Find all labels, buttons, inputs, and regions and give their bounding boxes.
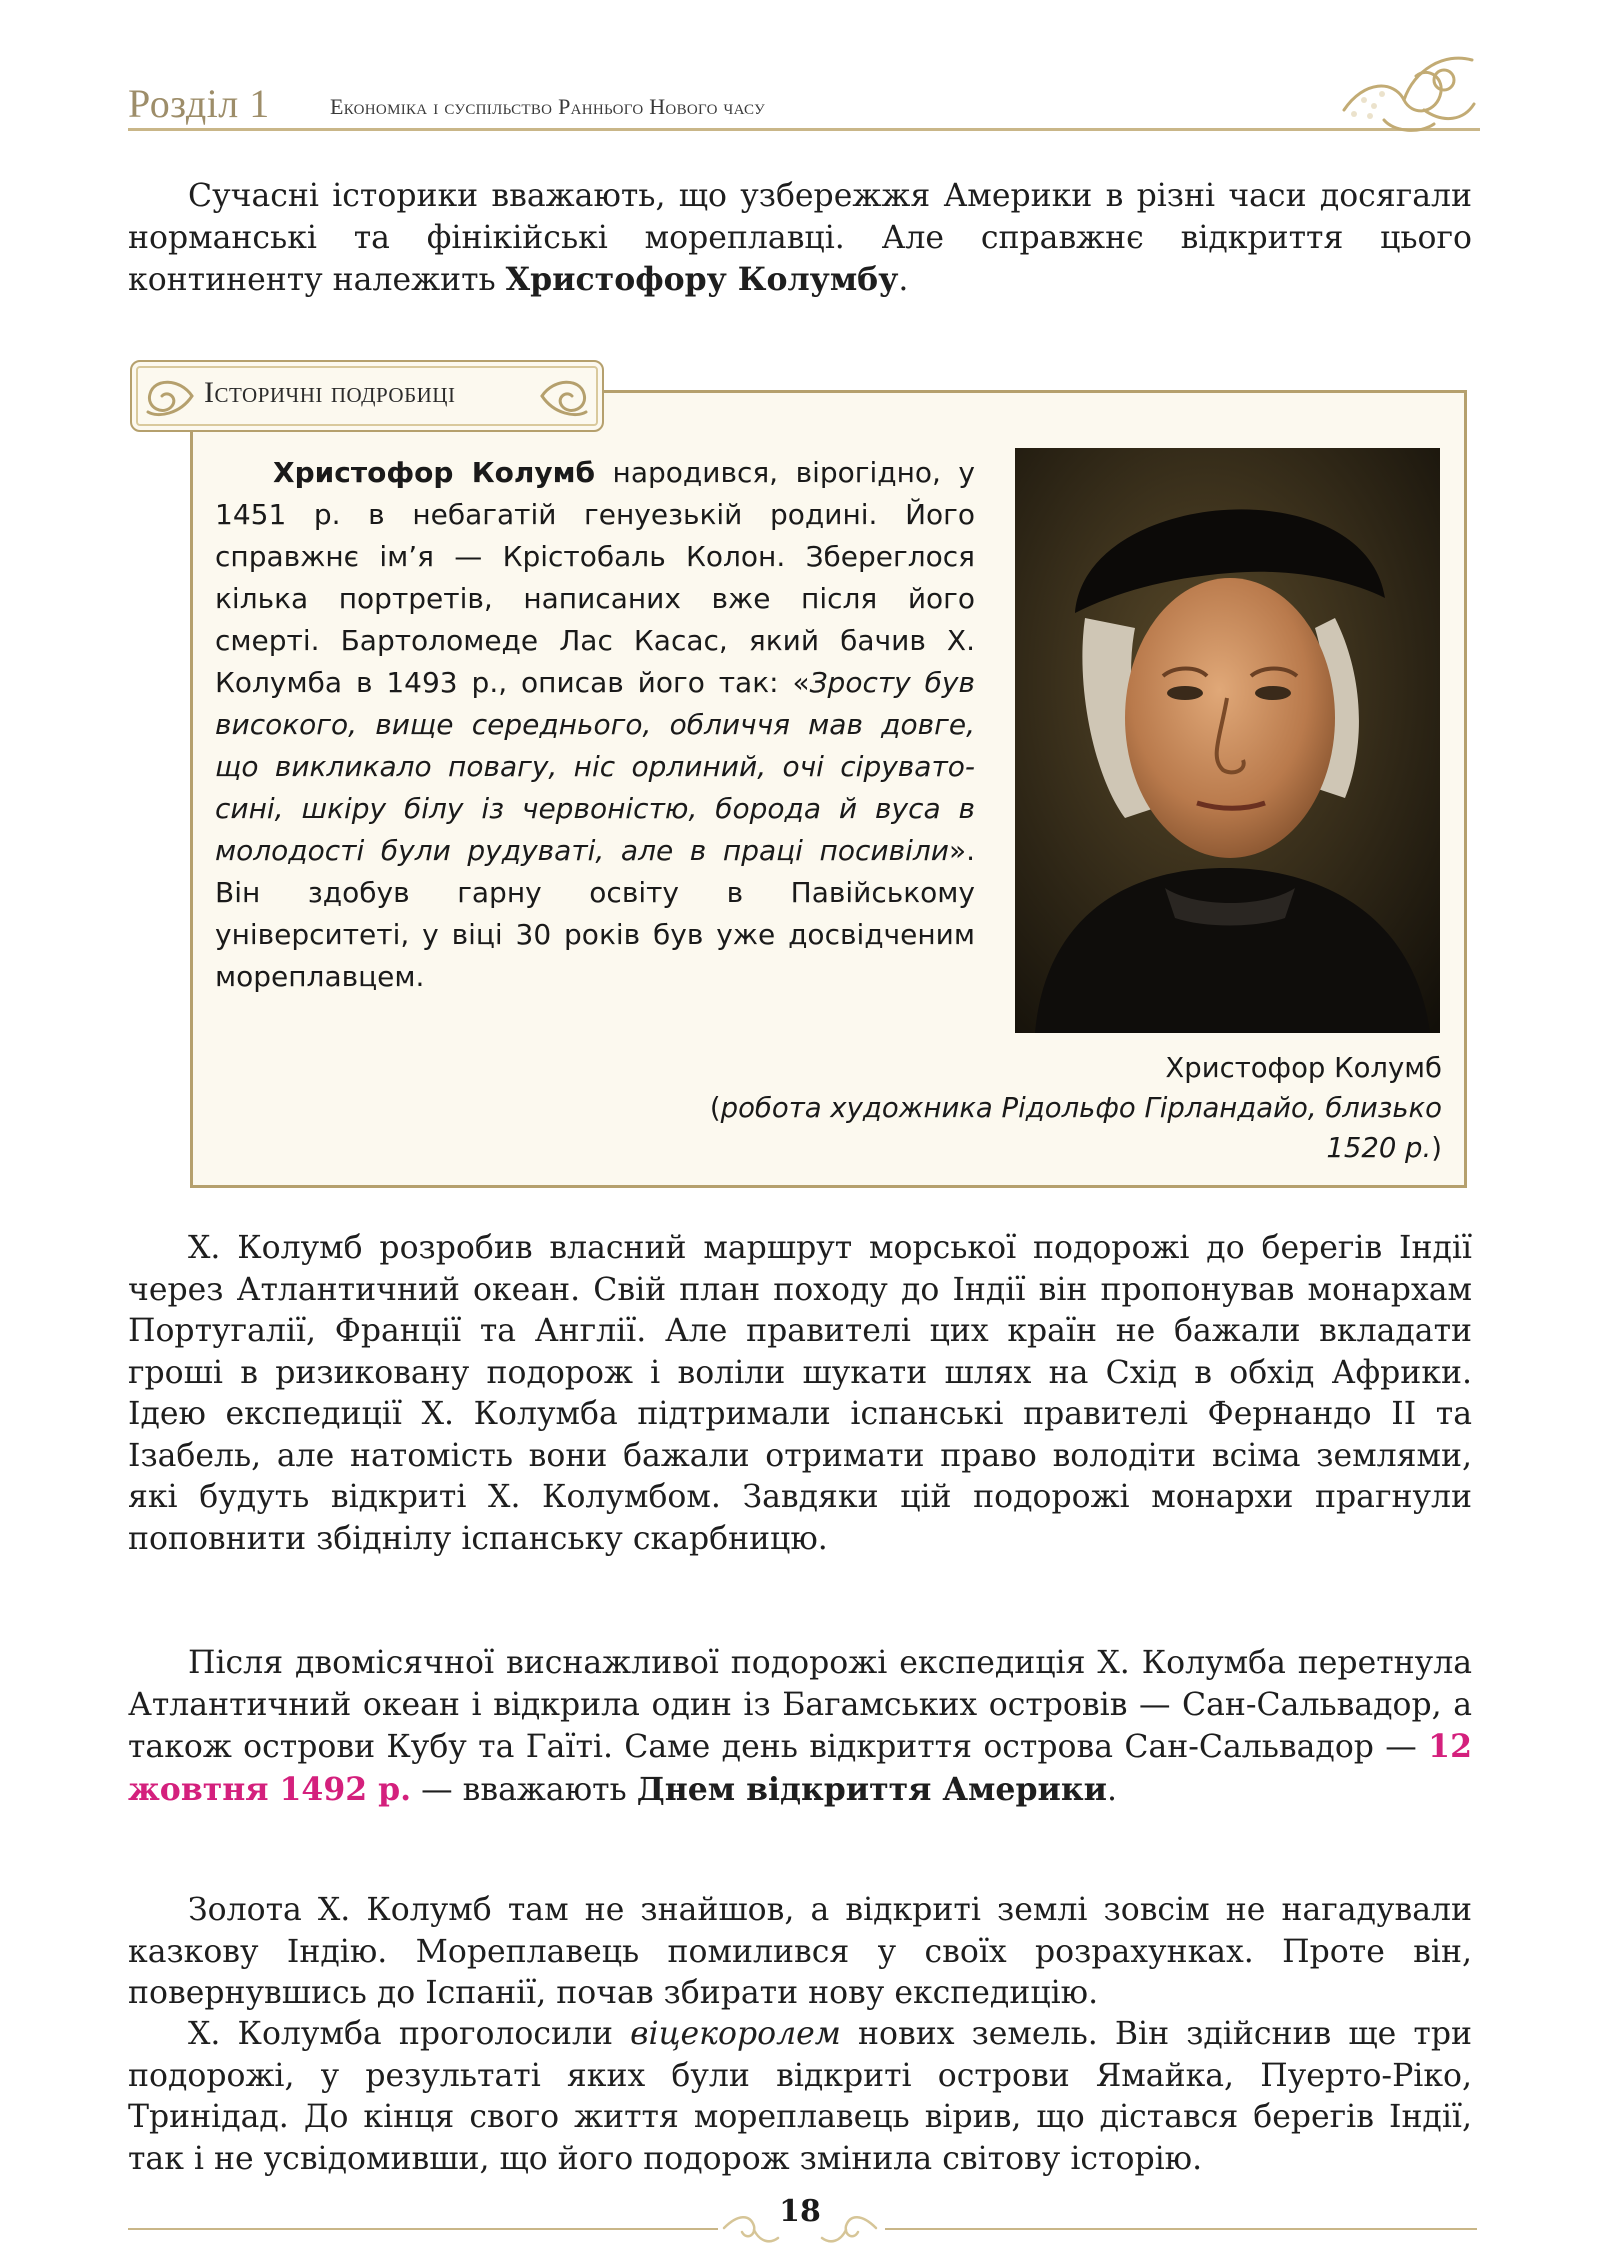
paragraph-route: Х. Колумб розробив власний маршрут морської подорожі до берегів Індії через Атлантичний океан. Свій план походу до Індії він пропонував монархам Португалії, Франції та Англії. Але правителі цих країн не бажали вкладати гроші в ризиковану подорож і воліли шукати шлях на Схід в обхід Африки. Ідею експедиції Х. Колумба підтримали іспанські правителі Фернандо II та Ізабель, але натомість вони бажали отримати право володіти всіма землями, які будуть відкриті Х. Колумбом. Завдяки цій подорожі монархи прагнули поповнити збіднілу іспанську скарбницю. (128, 1230, 1472, 1557)
bio-text-1: народився, вірогідно, у 1451 р. в небагатій генуезькій родині. Його справжнє ім’я — Крістобаль Колон. Збереглося кілька портретів, написаних вже після його смерті. Бартоломеде Лас Касас, який бачив Х. Колумба в 1493 р., описав його так: « (215, 456, 975, 699)
paragraph-discovery (128, 1643, 1472, 1811)
las-casas-quote: Зросту був високого, вище середнього, обличчя мав довге, що викликало повагу, ніс орлиний, очі сірувато-сині, шкіру білу із червоністю, борода й вуса в молодості були рудуваті, але в праці посивіли (215, 666, 975, 867)
discovery-text-mid: — вважають (411, 1771, 637, 1808)
footer-rule-right (885, 2228, 1477, 2230)
caption-artist-date: робота художника Рідольфо Гірландайо, близько 1520 р. (720, 1092, 1442, 1164)
intro-text: Сучасні історики вважають, що узбережжя Америки в різні часи досягали норманські та фінікійські мореплавці. Але справжнє відкриття цього континенту належить (128, 178, 1472, 298)
intro-end: . (898, 262, 909, 298)
running-header (128, 80, 1480, 132)
historical-details-title: Історичні подробиці (204, 376, 456, 409)
floral-ornament-icon (1324, 40, 1484, 140)
scroll-ornament-icon (140, 368, 200, 424)
discovery-text: Після двомісячної виснажливої подорожі експедиція Х. Колумба перетнула Атлантичний океан і відкрила один із Багамських островів — Сан-Сальвадор, а також острови Кубу та Гаїті. Саме день відкриття острова Сан-Сальвадор — (128, 1645, 1472, 1765)
scroll-ornament-icon (534, 368, 594, 424)
historical-details-tag (130, 360, 604, 432)
caption-name: Христофор Колумб (1165, 1052, 1442, 1084)
historical-details-text (215, 452, 975, 998)
section-label: Розділ 1 (128, 81, 270, 126)
intro-bold-name: Христофору Колумбу (505, 261, 899, 298)
caption-open-paren: ( (709, 1092, 721, 1124)
paragraph-viceroy (128, 2014, 1472, 2180)
discovery-end: . (1106, 1771, 1117, 1808)
portrait-caption (690, 1048, 1442, 1168)
bio-text-2: ». Він здобув гарну освіту в Павійському університеті, у віці 30 років був уже досвідченим мореплавцем. (215, 834, 975, 993)
chapter-title: Економіка і суспільство Раннього Нового часу (330, 94, 765, 119)
columbus-portrait-image (1015, 448, 1440, 1033)
footer-rule-left (128, 2228, 718, 2230)
viceroy-text-start: Х. Колумба проголосили (188, 2016, 631, 2052)
viceroy-term: віцекоролем (630, 2016, 841, 2052)
header-rule (128, 128, 1480, 131)
discovery-date: 12 жовтня 1492 р. (128, 1728, 1472, 1808)
america-discovery-day: Днем відкриття Америки (636, 1770, 1107, 1808)
page-number: 18 (779, 2194, 821, 2229)
columbus-name-bold: Христофор Колумб (273, 456, 596, 489)
intro-paragraph (128, 176, 1472, 302)
paragraph-gold: Золота Х. Колумб там не знайшов, а відкриті землі зовсім не нагадували казкову Індію. Мореплавець помилився у своїх розрахунках. Проте він, повернувшись до Іспанії, почав збирати нову експедицію. (128, 1892, 1472, 2011)
caption-close-paren: ) (1431, 1132, 1442, 1164)
viceroy-text-end: нових земель. Він здійснив ще три подорожі, у результаті яких були відкриті острови Ямайка, Пуерто-Ріко, Тринідад. До кінця свого життя мореплавець вірив, що дістався берегів Індії, так і не усвідомивши, що його подорож змінила світову історію. (128, 2016, 1472, 2177)
